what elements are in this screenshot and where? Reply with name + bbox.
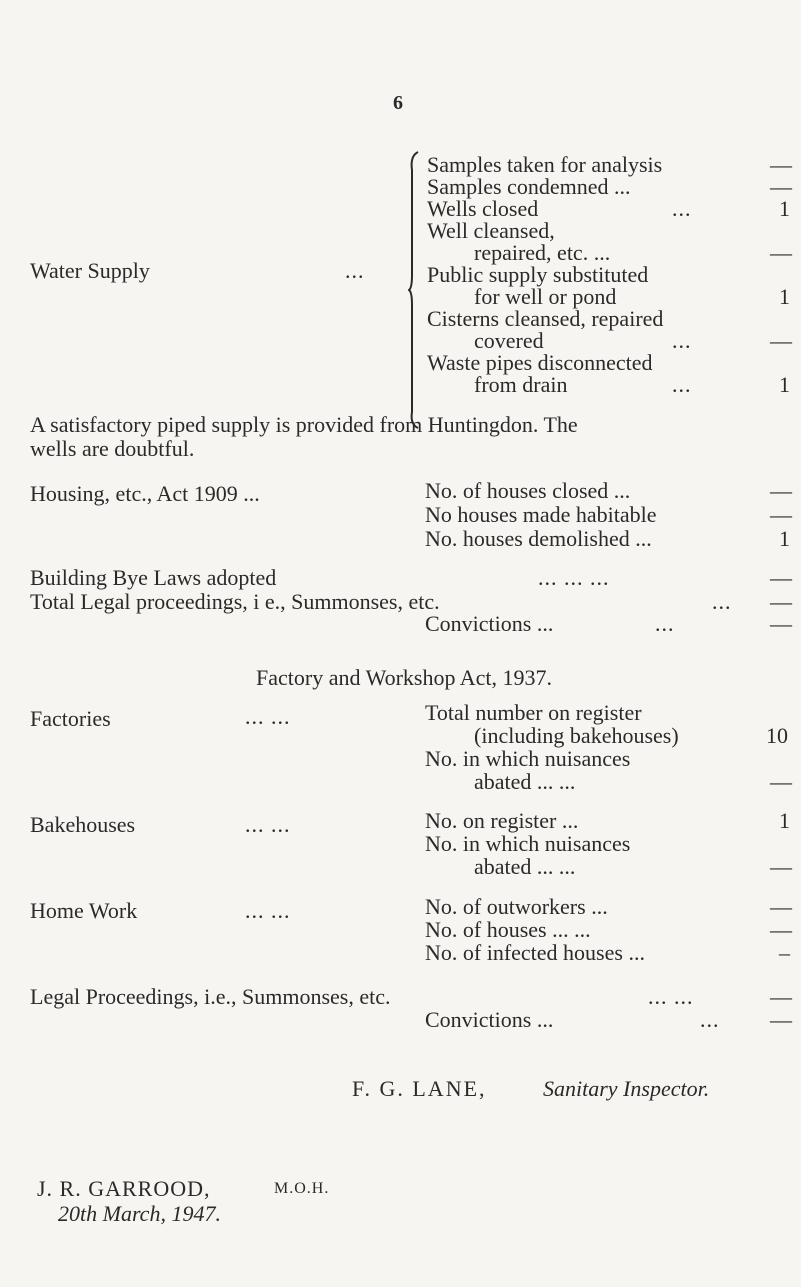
factories-label: Factories xyxy=(30,706,111,731)
home-work-dots: ... ... xyxy=(245,898,291,923)
moh-suffix: M.O.H. xyxy=(274,1180,330,1197)
water-item-value: — xyxy=(770,152,792,177)
factories-value: 10 xyxy=(766,723,788,748)
legal-total-label: Total Legal proceedings, i e., Summonses, etc. xyxy=(30,589,440,614)
water-item-label: for well or pond xyxy=(474,284,617,309)
water-item-label: from drain xyxy=(474,372,568,397)
water-supply-brace xyxy=(408,150,420,430)
housing-item-value: — xyxy=(770,502,792,527)
bakehouses-line: abated ... ... xyxy=(474,854,576,879)
water-item-value: 1 xyxy=(779,284,790,309)
inspector-name: F. G. LANE, xyxy=(352,1076,487,1101)
home-work-value: – xyxy=(779,940,790,965)
housing-label: Housing, etc., Act 1909 ... xyxy=(30,481,260,506)
home-work-value: — xyxy=(770,894,792,919)
legal-proceedings-value: — xyxy=(770,984,792,1009)
bye-laws-dots: ... ... ... xyxy=(538,565,610,590)
home-work-line: No. of houses ... ... xyxy=(425,917,591,942)
bye-laws-value: — xyxy=(770,565,792,590)
housing-item-label: No. of houses closed ... xyxy=(425,478,631,503)
water-item-label: Samples condemned ... xyxy=(427,174,631,199)
paragraph-line: wells are doubtful. xyxy=(30,436,195,461)
legal-total-convictions-label: Convictions ... xyxy=(425,611,554,636)
legal-proceedings-label: Legal Proceedings, i.e., Summonses, etc. xyxy=(30,984,391,1009)
housing-item-value: 1 xyxy=(779,526,790,551)
water-item-value: 1 xyxy=(779,372,790,397)
bakehouses-dots: ... ... xyxy=(245,812,291,837)
water-item-dots: ... xyxy=(672,196,692,221)
housing-item-label: No. houses demolished ... xyxy=(425,526,652,551)
home-work-label: Home Work xyxy=(30,898,138,923)
bakehouses-line: No. on register ... xyxy=(425,808,579,833)
moh-date: 20th March, 1947. xyxy=(58,1201,221,1226)
inspector-title: Sanitary Inspector. xyxy=(543,1076,710,1101)
factories-line: (including bakehouses) xyxy=(474,723,679,748)
factories-dots: ... ... xyxy=(245,704,291,729)
water-item-label: Waste pipes disconnected xyxy=(427,350,653,375)
home-work-value: — xyxy=(770,917,792,942)
factories-value: — xyxy=(770,769,792,794)
water-item-dots: ... xyxy=(672,328,692,353)
water-item-label: Cisterns cleansed, repaired xyxy=(427,306,664,331)
page-number: 6 xyxy=(393,92,403,114)
legal-total-convictions-dots: ... xyxy=(655,611,675,636)
legal-total-dots: ... xyxy=(712,589,732,614)
factories-line: Total number on register xyxy=(425,700,642,725)
bakehouses-label: Bakehouses xyxy=(30,812,136,837)
factories-line: No. in which nuisances xyxy=(425,746,631,771)
water-item-value: — xyxy=(770,328,792,353)
water-item-value: — xyxy=(770,174,792,199)
bakehouses-line: No. in which nuisances xyxy=(425,831,631,856)
water-item-label: Well cleansed, xyxy=(427,218,555,243)
water-item-value: — xyxy=(770,240,792,265)
home-work-line: No. of outworkers ... xyxy=(425,894,608,919)
legal-proceedings-dots: ... ... xyxy=(648,984,694,1009)
bye-laws-label: Building Bye Laws adopted xyxy=(30,565,277,590)
bakehouses-value: 1 xyxy=(779,808,790,833)
paragraph-line: A satisfactory piped supply is provided from Huntingdon. The xyxy=(30,412,578,437)
water-supply-dots: ... xyxy=(345,258,365,283)
water-item-label: repaired, etc. ... xyxy=(474,240,611,265)
water-item-label: covered xyxy=(474,328,544,353)
legal-proceedings-convictions-label: Convictions ... xyxy=(425,1007,554,1032)
factories-line: abated ... ... xyxy=(474,769,576,794)
bakehouses-value: — xyxy=(770,854,792,879)
water-item-dots: ... xyxy=(672,372,692,397)
water-item-label: Public supply substituted xyxy=(427,262,649,287)
water-supply-label: Water Supply xyxy=(30,258,150,283)
moh-name: J. R. GARROOD, xyxy=(37,1176,211,1201)
housing-item-value: — xyxy=(770,478,792,503)
water-item-value: 1 xyxy=(779,196,790,221)
home-work-line: No. of infected houses ... xyxy=(425,940,645,965)
legal-proceedings-convictions-dots: ... xyxy=(700,1007,720,1032)
legal-total-convictions-value: — xyxy=(770,611,792,636)
housing-item-label: No houses made habitable xyxy=(425,502,657,527)
factory-act-heading: Factory and Workshop Act, 1937. xyxy=(256,665,553,690)
water-item-label: Wells closed xyxy=(427,196,539,221)
legal-total-value: — xyxy=(770,589,792,614)
water-item-label: Samples taken for analysis xyxy=(427,152,663,177)
legal-proceedings-convictions-value: — xyxy=(770,1007,792,1032)
